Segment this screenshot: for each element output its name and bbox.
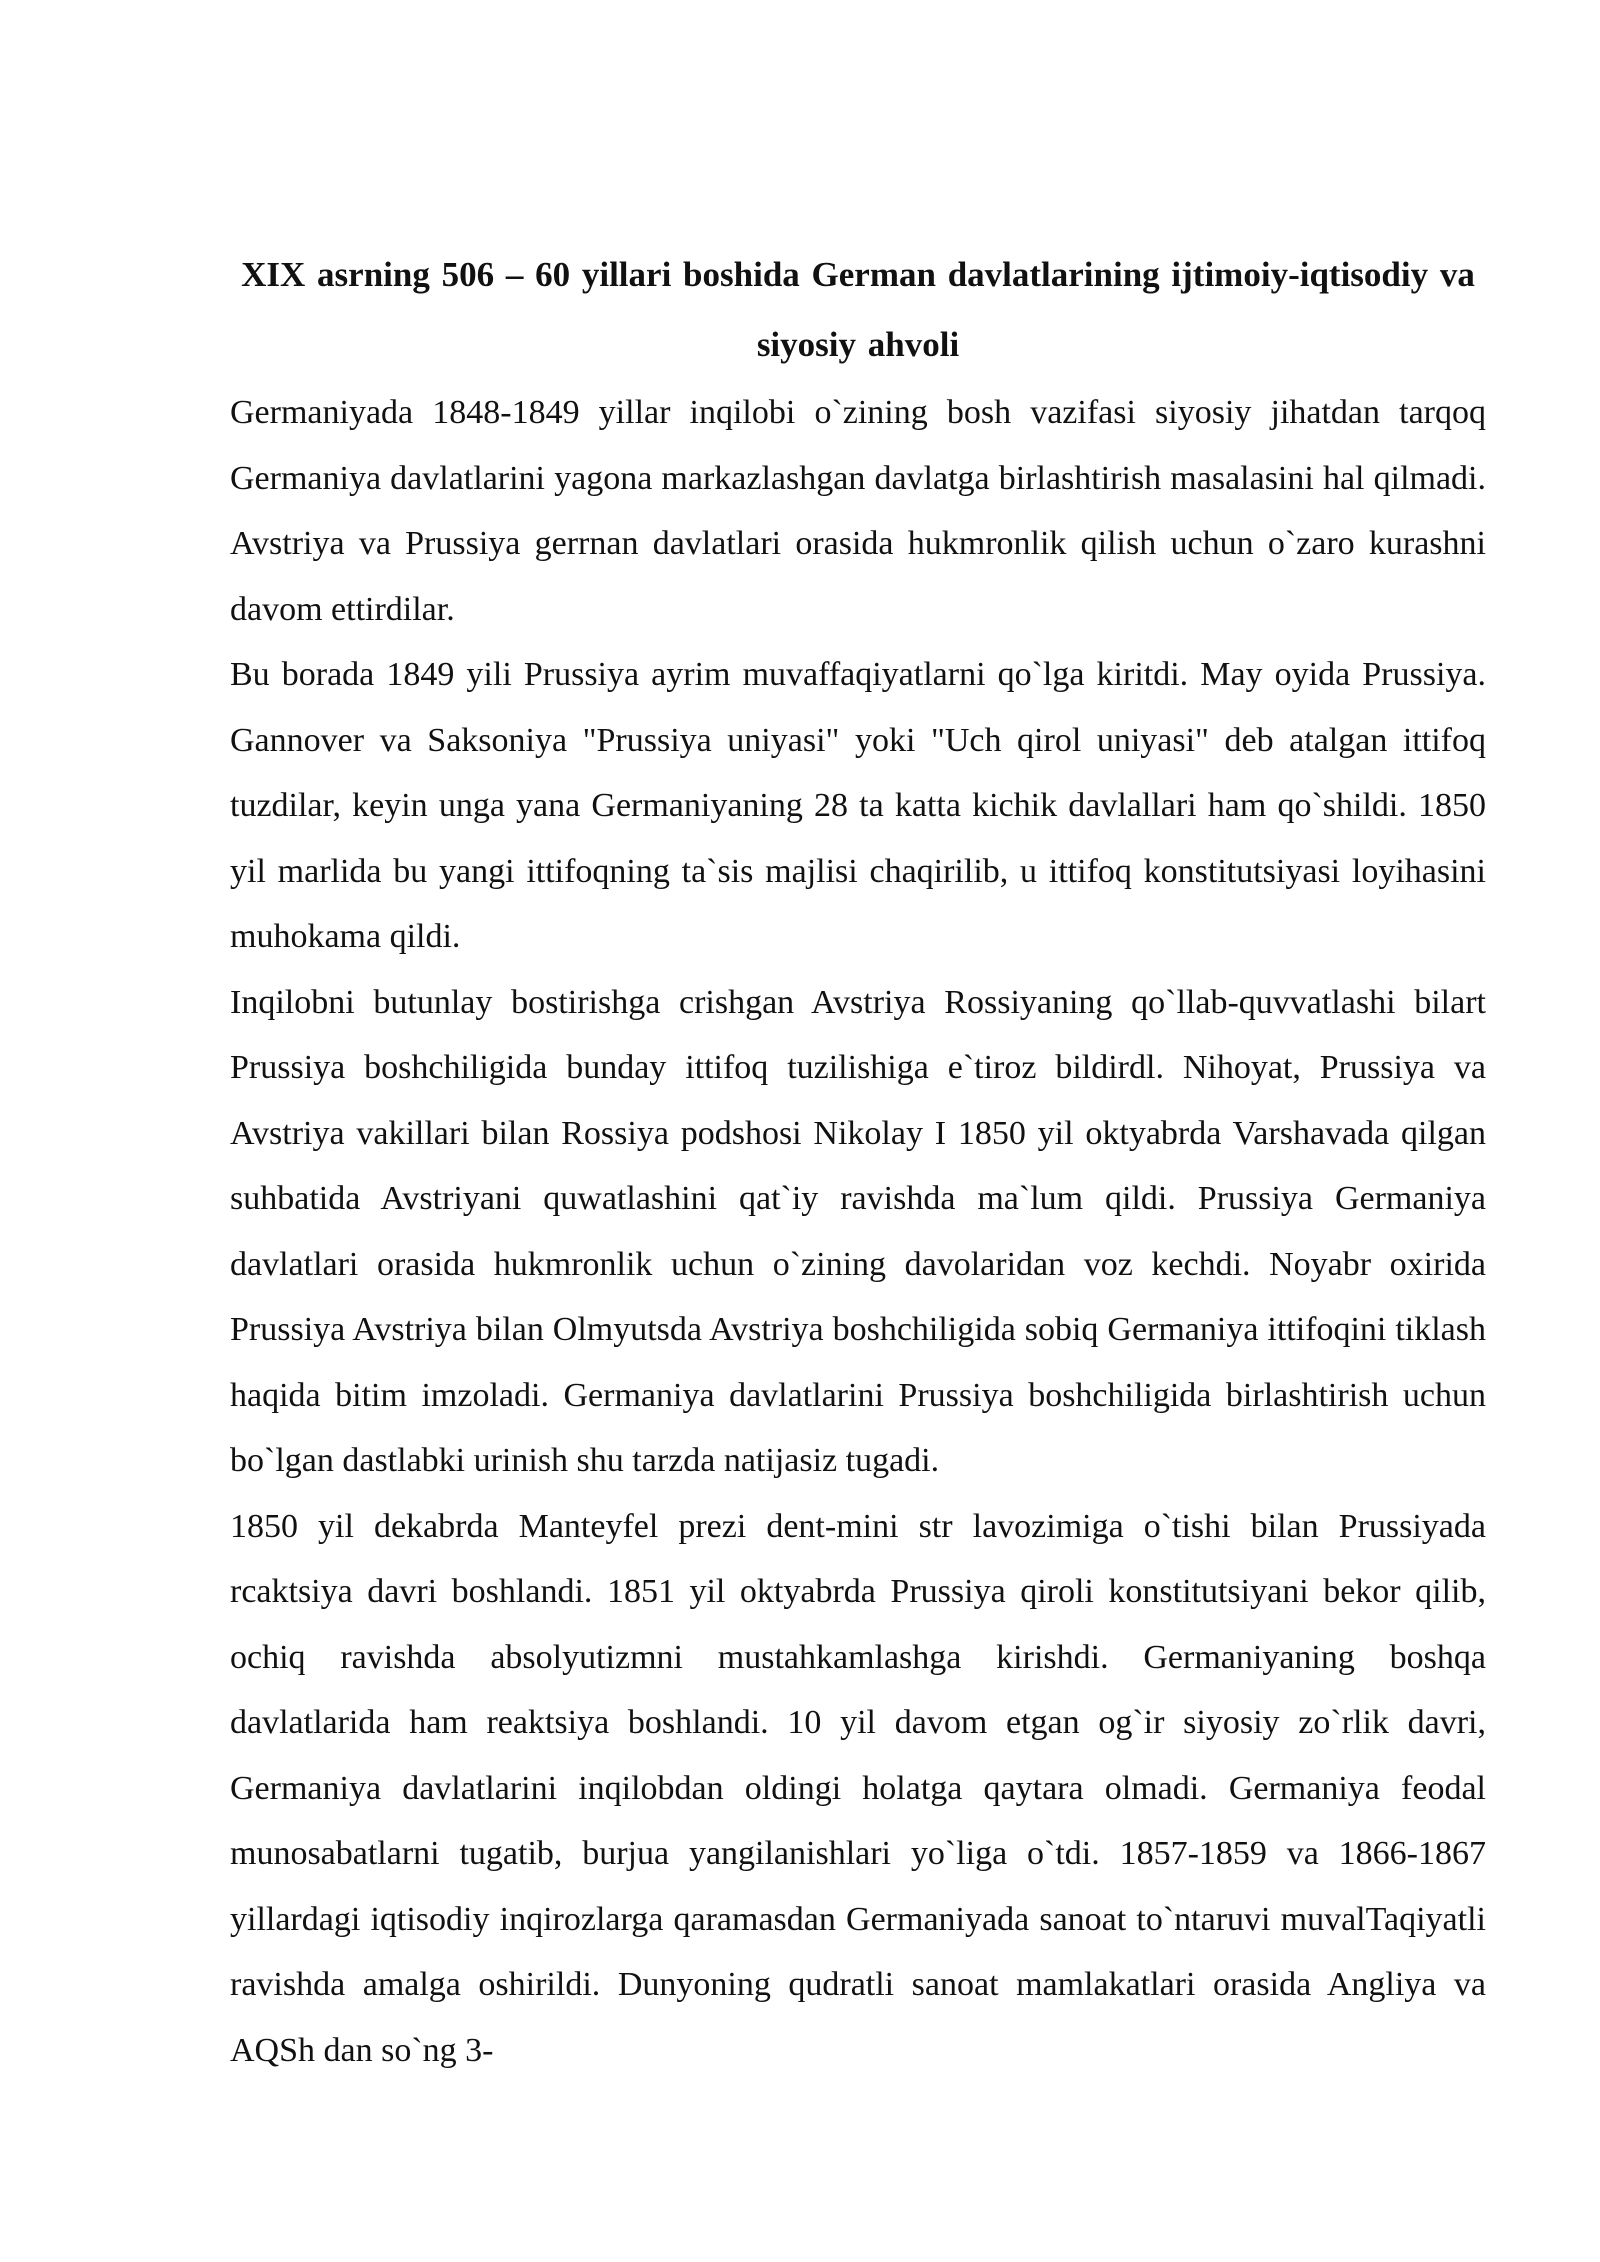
paragraph-1: Germaniyada 1848-1849 yillar inqilobi o`zining bosh vazifasi siyosiy jihatdan tarqoq Germaniya davlatlarini yagona markazlashgan davlatga birlashtirish masalasini hal qilmadi. Avstriya va Prussiya gerrnan davlatlari orasida hukmronlik qilish uchun o`zaro kurashni davom ettirdilar. [230,394,1486,628]
document-title: XIX asrning 506 – 60 yillari boshida German davlatlarining ijtimoiy-iqtisodiy va siyosiy ahvoli [241,255,1475,364]
paragraph-3: Inqilobni butunlay bostirishga crishgan Avstriya Rossiyaning qo`llab-quvvatlashi bilart Prussiya boshchiligida bunday ittifoq tuzilishiga e`tiroz bildirdl. Nihoyat, Prussiya va Avstriya vakillari bilan Rossiya podshosi Nikolay I 1850 yil oktyabrda Varshavada qilgan suhbatida Avstriyani quwatlashini qat`iy ravishda ma`lum qildi. Prussiya Germaniya davlatlari orasida hukmronlik uchun o`zining davolaridan voz kechdi. Noyabr oxirida Prussiya Avstriya bilan Olmyutsda Avstriya boshchiligida sobiq Germaniya ittifoqini tiklash haqida bitim imzoladi. Germaniya davlatlarini Prussiya boshchiligida birlashtirish uchun bo`lgan dastlabki urinish shu tarzda natijasiz tugadi. [230,983,1486,1479]
document-page [230,240,1486,2083]
paragraph-4: 1850 yil dekabrda Manteyfel prezi dent-mini str lavozimiga o`tishi bilan Prussiyada rcaktsiya davri boshlandi. 1851 yil oktyabrda Prussiya qiroli konstitutsiyani bekor qilib, ochiq ravishda absolyutizmni mustahkamlashga kirishdi. Germaniyaning boshqa davlatlarida ham reaktsiya boshlandi. 10 yil davom etgan og`ir siyosiy zo`rlik davri, Germaniya davlatlarini inqilobdan oldingi holatga qaytara olmadi. Germaniya feodal munosabatlarni tugatib, burjua yangilanishlari yo`liga o`tdi. 1857-1859 va 1866-1867 yillardagi iqtisodiy inqirozlarga qaramasdan Germaniyada sanoat to`ntaruvi muvalTaqiyatli ravishda amalga oshirildi. Dunyoning qudratli sanoat mamlakatlari orasida Angliya va AQSh dan so`ng 3- [230,1507,1486,2069]
paragraph-2: Bu borada 1849 yili Prussiya ayrim muvaffaqiyatlarni qo`lga kiritdi. May oyida Prussiya. Gannover va Saksoniya "Prussiya uniyasi" yoki "Uch qirol uniyasi" deb atalgan ittifoq tuzdilar, keyin unga yana Germaniyaning 28 ta katta kichik davlallari ham qo`shildi. 1850 yil marlida bu yangi ittifoqning ta`sis majlisi chaqirilib, u ittifoq konstitutsiyasi loyihasini muhokama qildi. [230,656,1486,955]
